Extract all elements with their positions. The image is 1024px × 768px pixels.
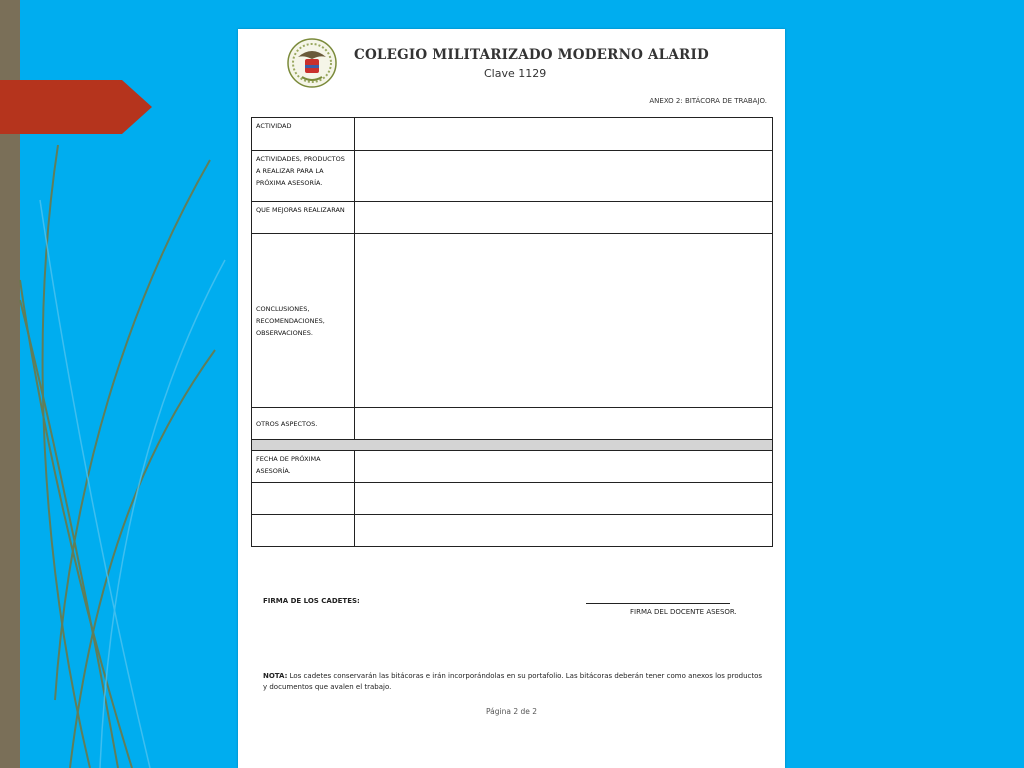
- table-row: [252, 515, 773, 547]
- school-code: Clave 1129: [484, 67, 547, 80]
- row-label: ACTIVIDAD: [252, 118, 355, 151]
- separator-row: [252, 440, 773, 451]
- school-name: COLEGIO MILITARIZADO MODERNO ALARID: [354, 47, 709, 63]
- footer-note: [263, 671, 763, 693]
- separator-cell: [252, 440, 773, 451]
- document-page: [238, 29, 785, 768]
- row-label: FECHA DE PRÓXIMA ASESORÍA.: [252, 451, 355, 483]
- table-row: [252, 151, 773, 202]
- note-text: Los cadetes conservarán las bitácoras e irán incorporándolas en su portafolio. Las bitácoras deberán tener como anexos los productos y documentos que avalen el trabajo.: [263, 672, 763, 691]
- row-label: [252, 515, 355, 547]
- row-label: OTROS ASPECTOS.: [252, 408, 355, 440]
- table-row: [252, 408, 773, 440]
- annex-title: ANEXO 2: BITÁCORA DE TRABAJO.: [649, 97, 767, 105]
- table-row: [252, 202, 773, 234]
- row-value-field[interactable]: [355, 451, 773, 483]
- red-arrow-tab: [0, 80, 152, 134]
- table-row: [252, 451, 773, 483]
- signature-line: [586, 603, 730, 604]
- school-crest-logo: [286, 37, 338, 89]
- row-value-field[interactable]: [355, 234, 773, 408]
- row-value-field[interactable]: [355, 483, 773, 515]
- row-value-field[interactable]: [355, 515, 773, 547]
- row-value-field[interactable]: [355, 118, 773, 151]
- teacher-signature-label: FIRMA DEL DOCENTE ASESOR.: [630, 608, 737, 616]
- row-value-field[interactable]: [355, 151, 773, 202]
- work-log-table: [251, 117, 773, 547]
- row-label: QUE MEJORAS REALIZARAN: [252, 202, 355, 234]
- row-label: CONCLUSIONES, RECOMENDACIONES, OBSERVACIONES.: [252, 234, 355, 408]
- row-value-field[interactable]: [355, 202, 773, 234]
- table-row: [252, 483, 773, 515]
- table-row: [252, 234, 773, 408]
- table-row: [252, 118, 773, 151]
- cadets-signature-label: FIRMA DE LOS CADETES:: [263, 597, 360, 605]
- row-label: [252, 483, 355, 515]
- row-value-field[interactable]: [355, 408, 773, 440]
- note-prefix: NOTA:: [263, 672, 288, 680]
- page-number: Página 2 de 2: [485, 707, 538, 716]
- row-label: ACTIVIDADES, PRODUCTOS A REALIZAR PARA LA PRÓXIMA ASESORÍA.: [252, 151, 355, 202]
